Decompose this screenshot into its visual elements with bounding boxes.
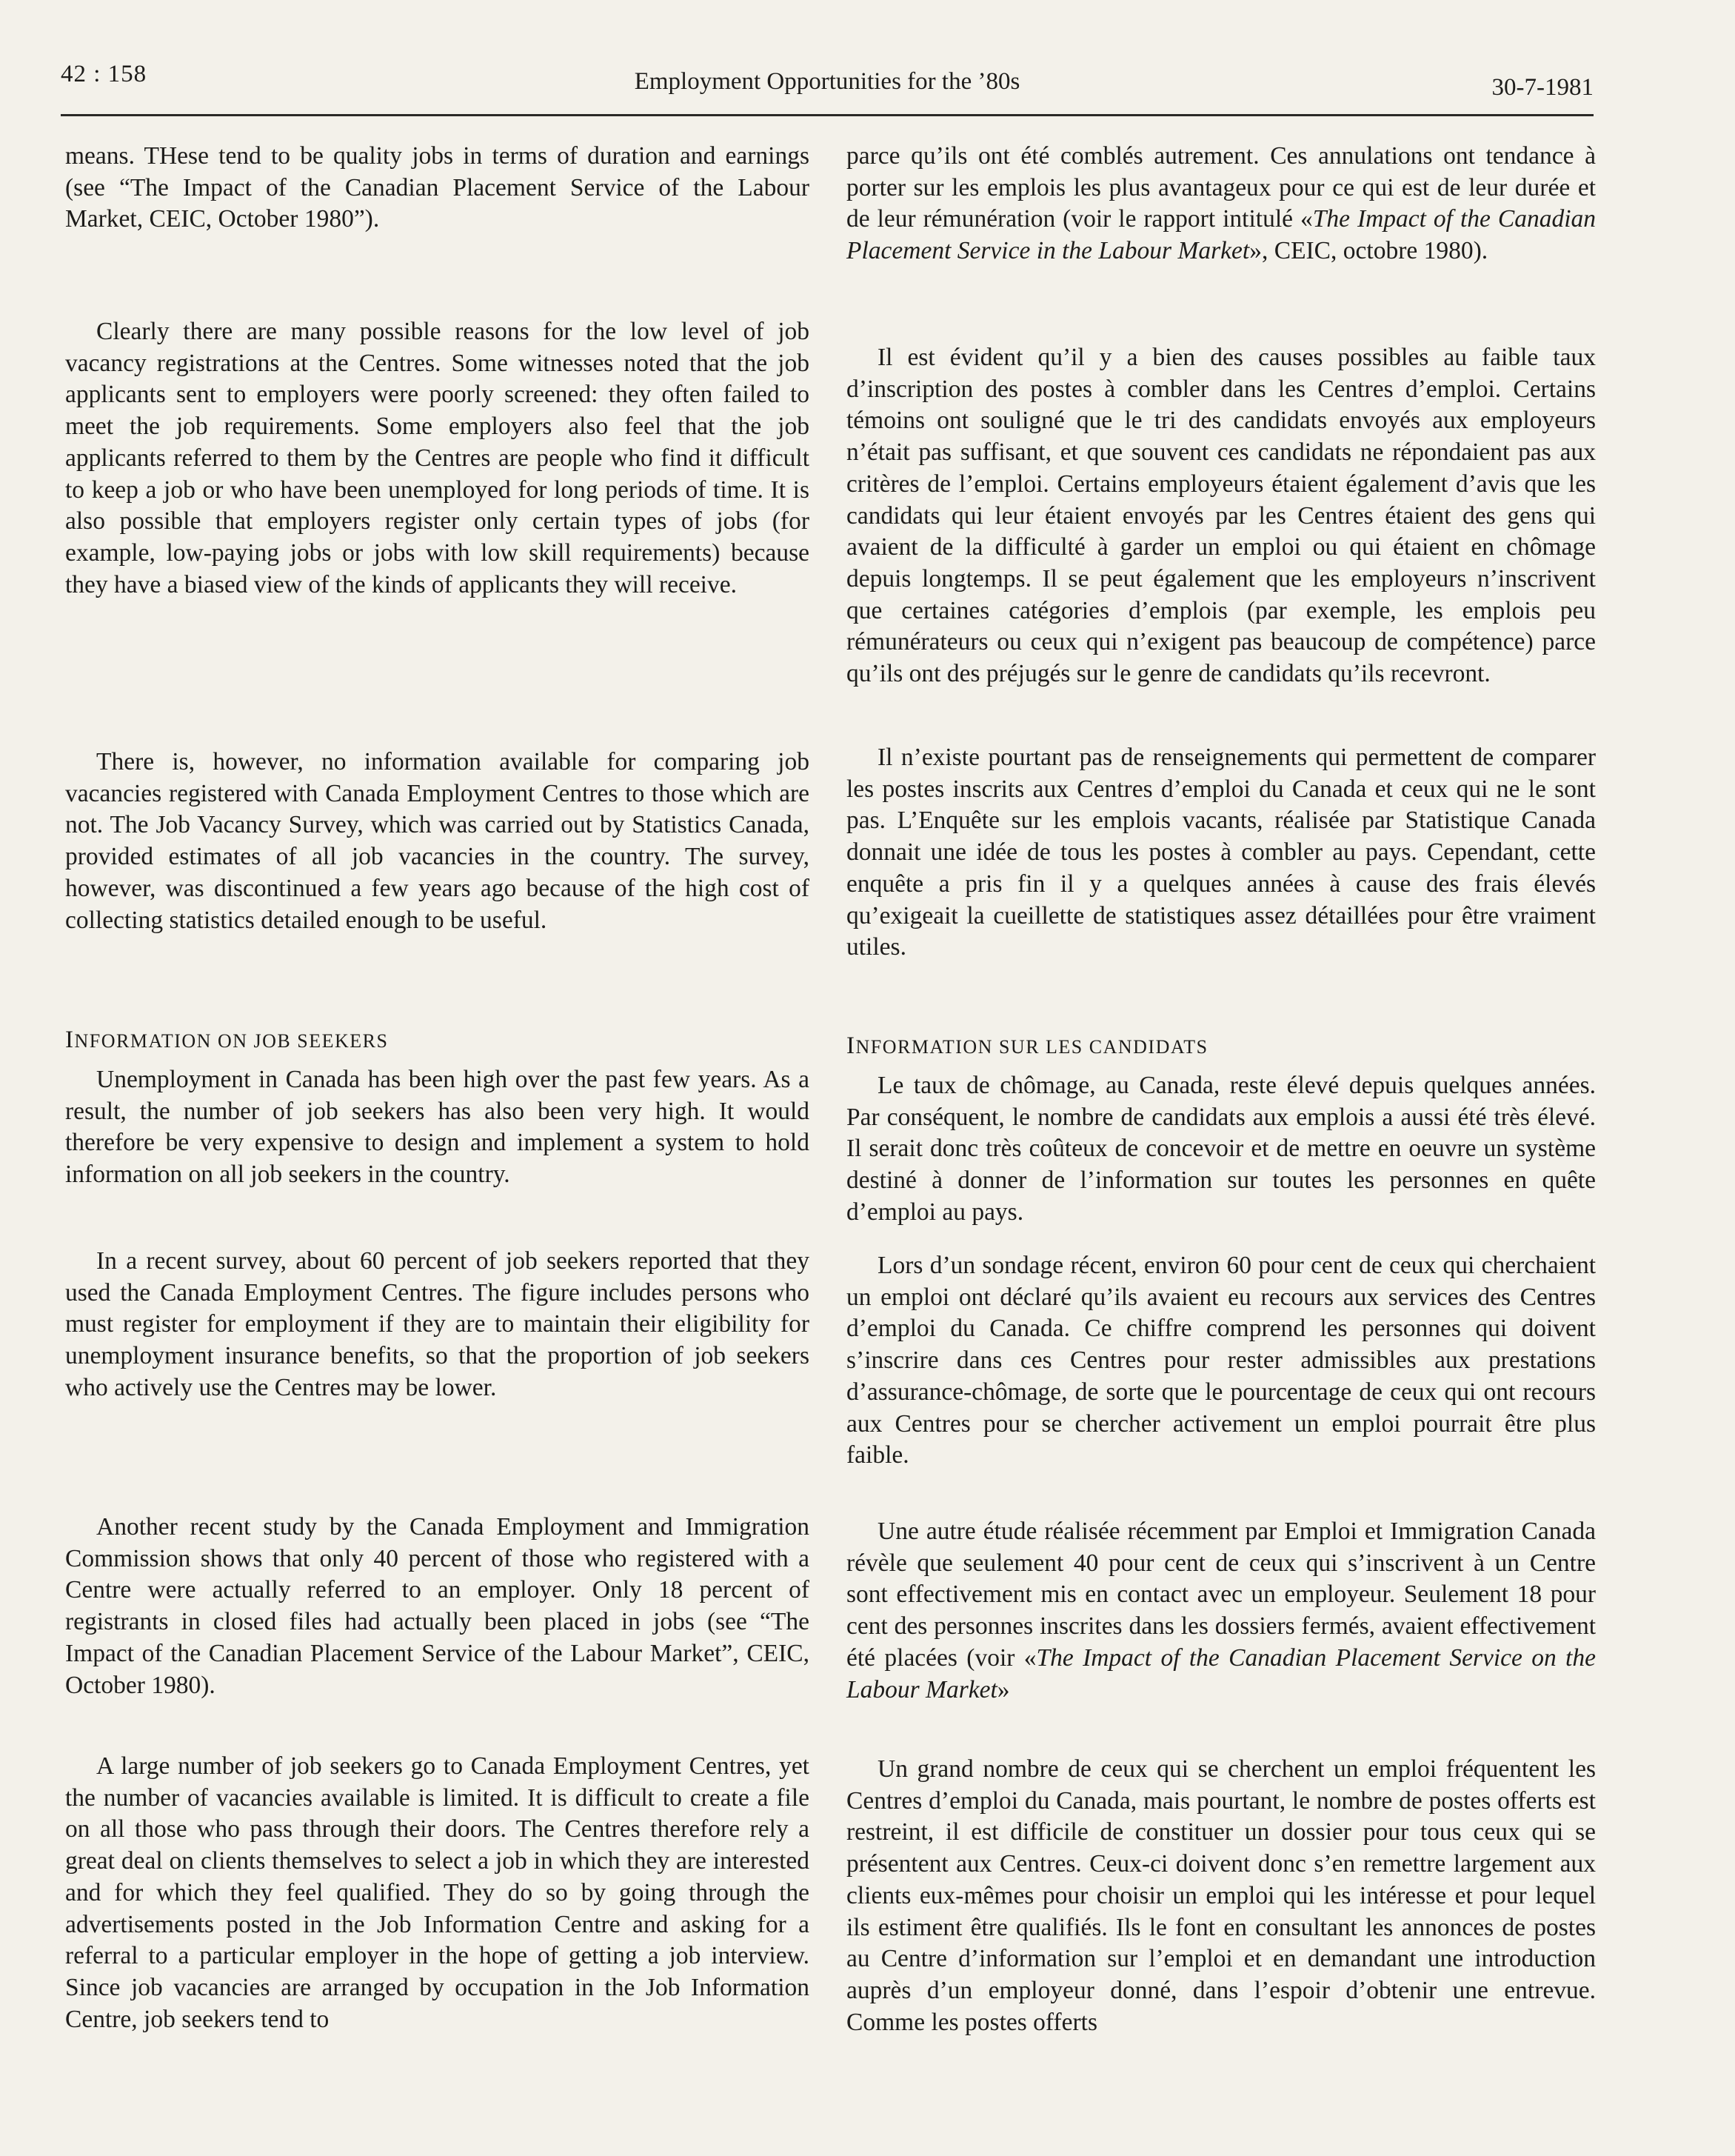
french-paragraph-4: Le taux de chômage, au Canada, reste élevé depuis quelques années. Par conséquent, le nombre de candidats aux emplois a aussi été très élevé. Il serait donc très coûteux de concevoir et de mettre en oeuvre un système destiné à donner de l’information sur toutes les personnes en quête d’emploi au pays. <box>846 1072 1596 1226</box>
running-title: Employment Opportunities for the ’80s <box>634 68 1020 95</box>
english-paragraph-3: There is, however, no information available for comparing job vacancies registered with Canada Employment Centres to those which are not. The Job Vacancy Survey, which was carried out by Statistics Canada, provided estimates of all job vacancies in the country. The survey, however, was discontinued a few years ago because of the high cost of collecting statistics detailed enough to be useful. <box>65 748 809 934</box>
english-section-heading: INFORMATION ON JOB SEEKERS <box>65 1027 389 1053</box>
page-header <box>61 58 1594 116</box>
english-paragraph-2: Clearly there are many possible reasons for the low level of job vacancy registrations at the Centres. Some witnesses noted that the job applicants sent to employers were poorly screened: they often failed to meet the job requirements. Some employers also feel that the job applicants referred to them by the Centres are people who find it difficult to keep a job or who have been unemployed for long periods of time. It is also possible that employers register only certain types of jobs (for example, low-paying jobs or jobs with low skill requirements) because they have a biased view of the kinds of applicants they will receive. <box>65 318 809 598</box>
page-number: 42 : 158 <box>61 61 147 87</box>
french-paragraph-7: Un grand nombre de ceux qui se cherchent un emploi fréquentent les Centres d’emploi du Canada, mais pourtant, le nombre de postes offerts est restreint, il est difficile de constituer un dossier pour tous ceux qui se présentent aux Centres. Ceux-ci doivent donc s’en remettre largement aux clients eux-mêmes pour choisir un emploi qui les intéresse et pour lequel ils estiment être qualifiés. Ils le font en consultant les annonces de postes au Centre d’information sur l’emploi et en demandant une introduction auprès d’un employeur donné, dans l’espoir d’obtenir une entrevue. Comme les postes offerts <box>846 1755 1596 2036</box>
french-paragraph-2: Il est évident qu’il y a bien des causes possibles au faible taux d’inscription des postes à combler dans les Centres d’emploi. Certains témoins ont souligné que le tri des candidats envoyés aux employeurs n’était pas suffisant, et que souvent ces candidats ne répondaient pas aux critères de l’emploi. Certains employeurs étaient également d’avis que les candidats qui leur étaient envoyés par les Centres étaient des gens qui avaient de la difficulté à garder un emploi ou qui étaient en chômage depuis longtemps. Il se peut également que les employeurs n’inscrivent que certaines catégories d’emplois (par exemple, les emplois peu rémunérateurs ou ceux qui n’exigent pas beaucoup de compétence) parce qu’ils ont des préjugés sur le genre de candidats qu’ils recevront. <box>846 344 1596 688</box>
page-date: 30-7-1981 <box>1491 74 1594 101</box>
french-paragraph-6: Une autre étude réalisée récemment par Emploi et Immigration Canada révèle que seulement 40 pour cent de ceux qui s’inscrivent à un Centre sont effectivement mis en contact avec un employeur. Seulement 18 pour cent des personnes inscrites dans les dossiers fermés, avaient effectivement été placées (voir «The Impact of the Canadian Placement Service on the Labour Market» <box>846 1518 1596 1703</box>
french-paragraph-1: parce qu’ils ont été comblés autrement. Ces annulations ont tendance à porter sur les emplois les plus avantageux pour ce qui est de leur durée et de leur rémunération (voir le rapport intitulé «The Impact of the Canadian Placement Service in the Labour Market», CEIC, octobre 1980). <box>846 142 1596 265</box>
english-paragraph-4: Unemployment in Canada has been high over the past few years. As a result, the number of job seekers has also been very high. It would therefore be very expensive to design and implement a system to hold information on all job seekers in the country. <box>65 1066 809 1189</box>
english-paragraph-6: Another recent study by the Canada Employment and Immigration Commission shows that only 40 percent of those who registered with a Centre were actually referred to an employer. Only 18 percent of registrants in closed files had actually been placed in jobs (see “The Impact of the Canadian Placement Service of the Labour Market”, CEIC, October 1980). <box>65 1513 809 1699</box>
french-report-title-2: The Impact of the Canadian Placement Service on the Labour Market <box>846 1643 1596 1703</box>
english-paragraph-5: In a recent survey, about 60 percent of job seekers reported that they used the Canada Employment Centres. The figure includes persons who must register for employment if they are to maintain their eligibility for unemployment insurance benefits, so that the proportion of job seekers who actively use the Centres may be lower. <box>65 1247 809 1401</box>
french-section-heading: INFORMATION SUR LES CANDIDATS <box>846 1032 1209 1059</box>
english-paragraph-7: A large number of job seekers go to Canada Employment Centres, yet the number of vacancies available is limited. It is difficult to create a file on all those who pass through their doors. The Centres therefore rely a great deal on clients themselves to select a job in which they are interested and for which they feel qualified. They do so by going through the advertisements posted in the Job Information Centre and asking for a referral to a particular employer in the hope of getting a job interview. Since job vacancies are arranged by occupation in the Job Information Centre, job seekers tend to <box>65 1752 809 2033</box>
french-paragraph-3: Il n’existe pourtant pas de renseignements qui permettent de comparer les postes inscrits aux Centres d’emploi du Canada et ceux qui ne le sont pas. L’Enquête sur les emplois vacants, réalisée par Statistique Canada donnait une idée de tous les postes à combler au pays. Cependant, cette enquête a pris fin il y a quelques années à cause des frais élevés qu’exigeait la cueillette de statistiques assez détaillées pour être vraiment utiles. <box>846 744 1596 961</box>
english-paragraph-1: means. THese tend to be quality jobs in terms of duration and earnings (see “The Impact of the Canadian Placement Service of the Labour Market, CEIC, October 1980”). <box>65 142 809 233</box>
french-paragraph-5: Lors d’un sondage récent, environ 60 pour cent de ceux qui cherchaient un emploi ont déclaré qu’ils avaient eu recours aux services des Centres d’emploi du Canada. Ce chiffre comprend les personnes qui doivent s’inscrire dans ces Centres pour rester admissibles aux prestations d’assurance-chômage, de sorte que le pourcentage de ceux qui ont recours aux Centres pour se chercher activement un emploi pourrait être plus faible. <box>846 1252 1596 1469</box>
french-report-title-1: The Impact of the Canadian Placement Service in the Labour Market <box>846 205 1596 265</box>
